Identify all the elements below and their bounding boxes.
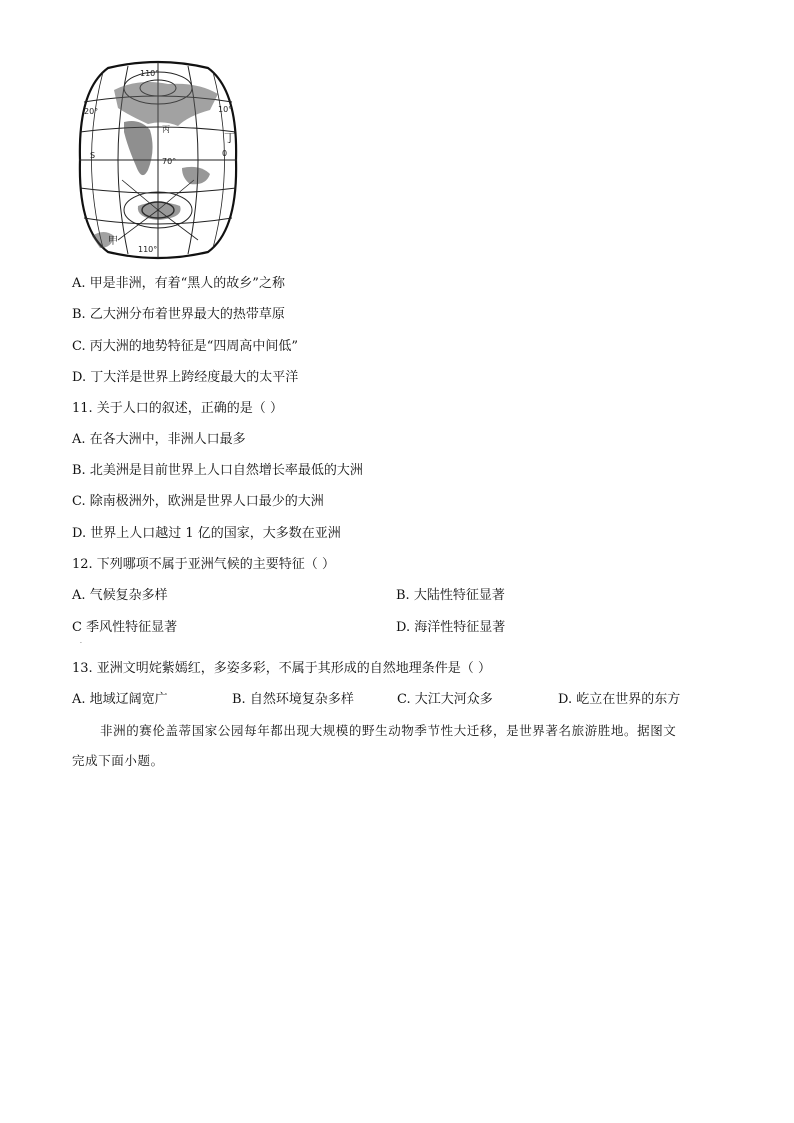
map-label-bing: 丙: [162, 125, 170, 134]
q11-option-d: D. 世界上人口越过 1 亿的国家，大多数在亚洲: [72, 526, 341, 541]
continents-map-svg: [78, 60, 238, 260]
map-label-zero: 0: [222, 149, 228, 158]
q11-option-a: A. 在各大洲中，非洲人口最多: [72, 432, 246, 447]
q12-option-b: B. 大陆性特征显著: [396, 588, 505, 603]
map-label-lon-top: 110°: [140, 69, 160, 78]
q10-option-a: A. 甲是非洲，有着“黑人的故乡”之称: [72, 276, 285, 291]
q13-stem: 13. 亚洲文明姹紫嫣红，多姿多彩，不属于其形成的自然地理条件是（ ）: [72, 661, 491, 676]
map-label-lat-70: 70°: [162, 157, 177, 166]
q11-stem: 11. 关于人口的叙述，正确的是（ ）: [72, 401, 283, 416]
q13-option-c: C. 大江大河众多: [397, 692, 493, 707]
scan-dot: ·: [80, 640, 82, 647]
q13-option-b: B. 自然环境复杂多样: [232, 692, 354, 707]
passage-line-1-text: 非洲的赛伦盖蒂国家公园每年都出现大规模的野生动物季节性大迁移，是世界著名旅游胜地。据图文: [100, 723, 677, 738]
passage-line-2: 完成下面小题。: [72, 753, 164, 768]
q13-option-a: A. 地域辽阔宽广: [72, 692, 168, 707]
q12-option-c: C 季风性特征显著: [72, 620, 178, 635]
q11-option-b: B. 北美洲是目前世界上人口自然增长率最低的大洲: [72, 463, 363, 478]
q10-option-d: D. 丁大洋是世界上跨经度最大的太平洋: [72, 370, 299, 385]
q13-option-d: D. 屹立在世界的东方: [558, 692, 681, 707]
q11-option-c: C. 除南极洲外，欧洲是世界人口最少的大洲: [72, 494, 324, 509]
q12-option-a: A. 气候复杂多样: [72, 588, 168, 603]
map-label-lat-left: 20°: [84, 107, 99, 116]
map-label-jia: 甲: [108, 236, 118, 247]
map-label-lon-bottom: 110°: [138, 245, 158, 254]
q10-option-c: C. 丙大洲的地势特征是“四周高中间低”: [72, 339, 299, 354]
map-label-lon-right: 10°: [218, 105, 233, 114]
q12-stem: 12. 下列哪项不属于亚洲气候的主要特征（ ）: [72, 557, 335, 572]
map-label-ding: 丁: [224, 131, 237, 145]
q10-option-b: B. 乙大洲分布着世界最大的热带草原: [72, 307, 285, 322]
passage-line-1: [72, 716, 722, 746]
map-label-s: S: [90, 151, 96, 160]
reading-passage: [72, 716, 722, 776]
world-map-figure: [78, 60, 238, 260]
q12-option-d: D. 海洋性特征显著: [396, 620, 506, 635]
